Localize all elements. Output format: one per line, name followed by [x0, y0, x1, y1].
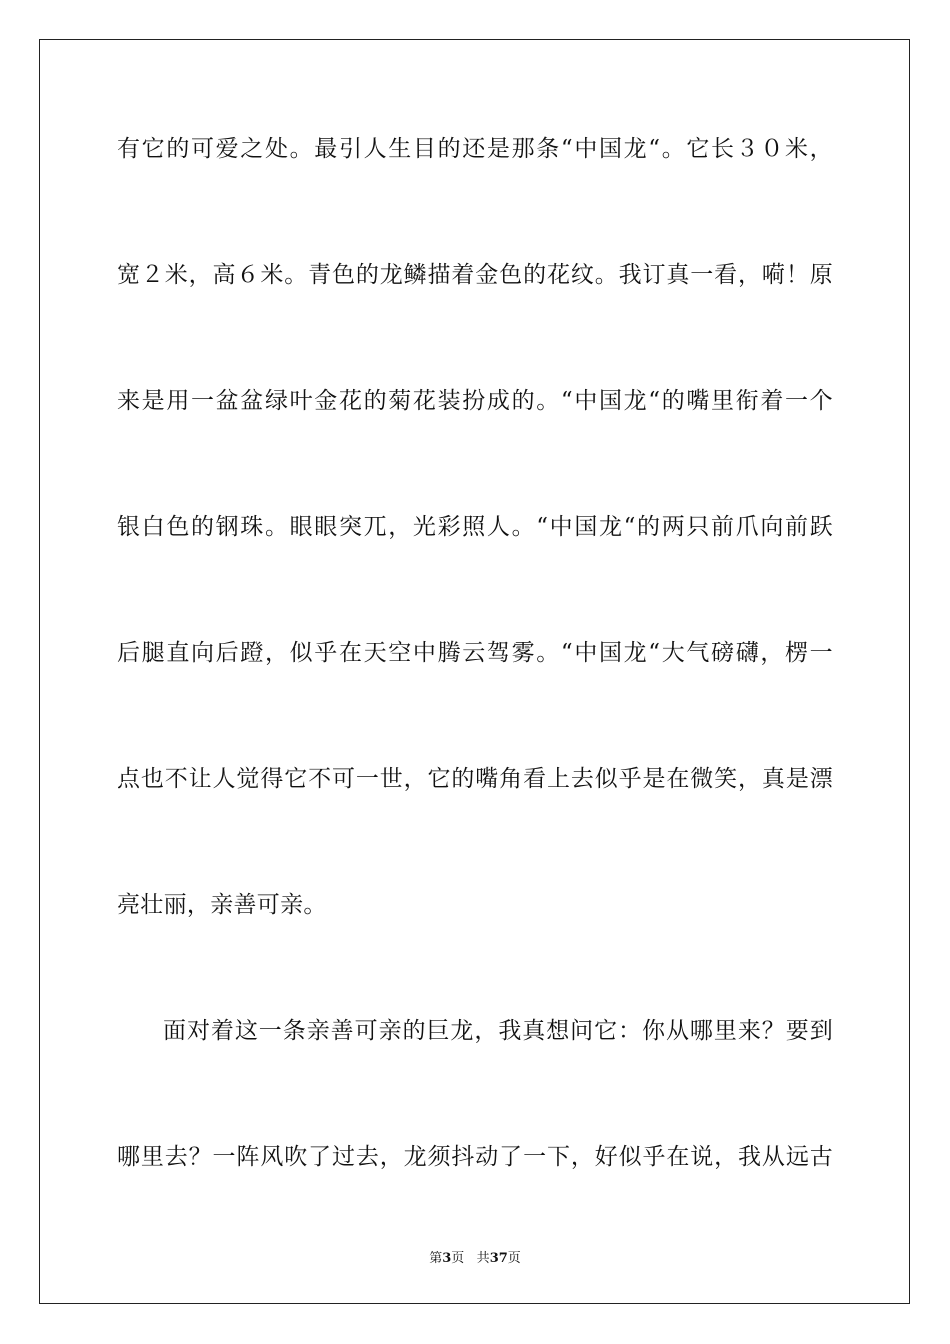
text-line-1: 有它的可爱之处。最引人生目的还是那条“中国龙“。它长３０米， — [117, 136, 833, 162]
text-line-9: 哪里去？一阵风吹了过去，龙须抖动了一下，好似乎在说，我从远古 — [117, 1144, 833, 1170]
text-line-5: 后腿直向后蹬，似乎在天空中腾云驾雾。“中国龙“大气磅礴，楞一 — [117, 640, 833, 666]
text-line-2: 宽２米，高６米。青色的龙鳞描着金色的花纹。我订真一看，嗬！原 — [117, 262, 833, 288]
total-suffix: 页 — [507, 1251, 521, 1266]
text-line-6: 点也不让人觉得它不可一世，它的嘴角看上去似乎是在微笑，真是漂 — [117, 766, 833, 792]
total-pages-number: 37 — [489, 1251, 508, 1266]
text-line-8: 面对着这一条亲善可亲的巨龙，我真想问它：你从哪里来？要到 — [163, 1018, 833, 1044]
page-footer — [0, 1247, 950, 1266]
page-prefix: 第 — [429, 1251, 443, 1266]
text-line-4: 银白色的钢珠。眼眼突兀，光彩照人。“中国龙“的两只前爪向前跃 — [117, 514, 833, 540]
text-line-7: 亮壮丽，亲善可亲。 — [117, 892, 327, 918]
page-suffix: 页 — [451, 1251, 465, 1266]
text-line-3: 来是用一盆盆绿叶金花的菊花装扮成的。“中国龙“的嘴里衔着一个 — [117, 388, 833, 414]
current-page-number: 3 — [442, 1251, 452, 1266]
total-prefix: 共 — [476, 1251, 490, 1266]
